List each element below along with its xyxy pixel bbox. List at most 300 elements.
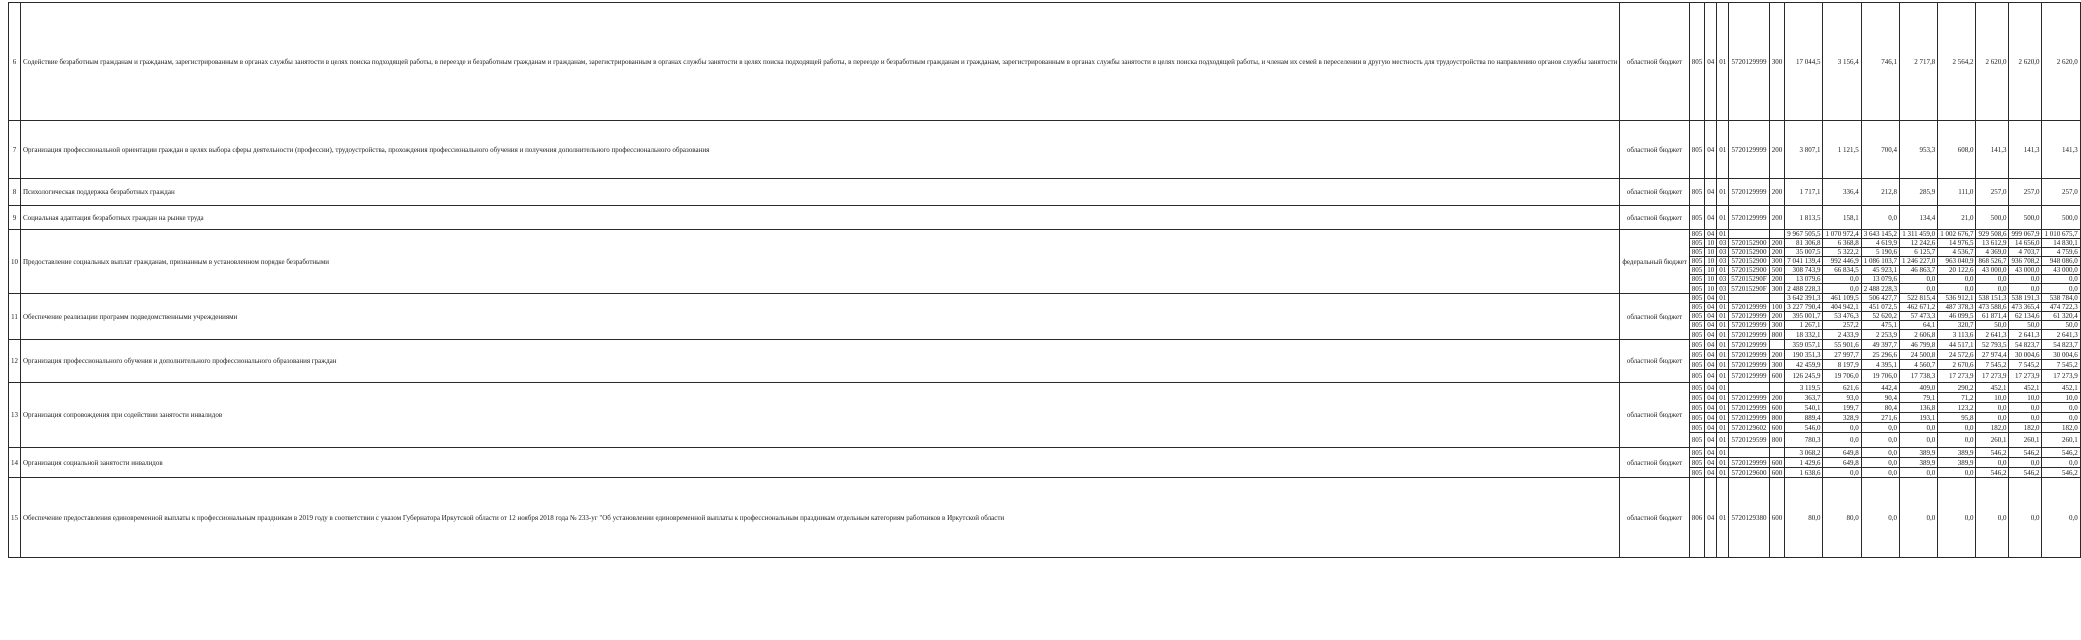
amount-year-4: 290,2 xyxy=(1938,383,1976,393)
amount-year-4: 487 378,3 xyxy=(1938,303,1976,312)
grbs-code: 805 xyxy=(1689,206,1705,230)
amount-year-6: 0,0 xyxy=(2009,478,2042,558)
amount-year-5: 17 273,9 xyxy=(1976,370,2009,383)
amount-year-1: 2 433,9 xyxy=(1823,330,1861,340)
amount-year-5: 4 369,0 xyxy=(1976,248,2009,257)
grbs-code: 805 xyxy=(1689,294,1705,303)
expense-type-code: 600 xyxy=(1769,423,1785,433)
subsection-code: 01 xyxy=(1717,350,1729,360)
section-code: 04 xyxy=(1705,433,1717,448)
amount-year-2: 506 427,7 xyxy=(1861,294,1899,303)
target-article-code xyxy=(1729,230,1769,239)
amount-year-2: 25 296,6 xyxy=(1861,350,1899,360)
amount-year-5: 7 545,2 xyxy=(1976,360,2009,370)
subsection-code: 01 xyxy=(1717,458,1729,468)
amount-year-6: 936 708,2 xyxy=(2009,257,2042,266)
amount-year-3: 0,0 xyxy=(1899,478,1937,558)
amount-year-6: 546,2 xyxy=(2009,468,2042,478)
expense-type-code: 800 xyxy=(1769,433,1785,448)
row-number: 10 xyxy=(9,230,21,294)
amount-year-1: 80,0 xyxy=(1823,478,1861,558)
amount-year-2: 0,0 xyxy=(1861,423,1899,433)
amount-year-2: 451 072,5 xyxy=(1861,303,1899,312)
target-article-code: 5720129999 xyxy=(1729,312,1769,321)
grbs-code: 805 xyxy=(1689,403,1705,413)
amount-total: 546,0 xyxy=(1785,423,1823,433)
amount-year-6: 0,0 xyxy=(2009,413,2042,423)
amount-total: 3 642 391,3 xyxy=(1785,294,1823,303)
section-code: 04 xyxy=(1705,458,1717,468)
table-row xyxy=(9,179,2081,206)
target-article-code xyxy=(1729,448,1769,458)
amount-year-4: 0,0 xyxy=(1938,468,1976,478)
target-article-code xyxy=(1729,294,1769,303)
amount-year-1: 199,7 xyxy=(1823,403,1861,413)
amount-year-3: 57 473,3 xyxy=(1899,312,1937,321)
amount-year-3: 462 671,2 xyxy=(1899,303,1937,312)
expense-type-code: 100 xyxy=(1769,303,1785,312)
amount-total: 1 429,6 xyxy=(1785,458,1823,468)
grbs-code: 805 xyxy=(1689,448,1705,458)
target-article-code: 5720129999 xyxy=(1729,360,1769,370)
amount-year-6: 10,0 xyxy=(2009,393,2042,403)
amount-year-6: 260,1 xyxy=(2009,433,2042,448)
amount-year-3: 0,0 xyxy=(1899,433,1937,448)
subsection-code: 03 xyxy=(1717,257,1729,266)
amount-year-1: 621,6 xyxy=(1823,383,1861,393)
amount-year-2: 212,8 xyxy=(1861,179,1899,206)
section-code: 04 xyxy=(1705,121,1717,179)
amount-year-5: 0,0 xyxy=(1976,284,2009,294)
grbs-code: 805 xyxy=(1689,468,1705,478)
target-article-code: 5720152900 xyxy=(1729,257,1769,266)
amount-year-2: 0,0 xyxy=(1861,206,1899,230)
amount-year-7: 0,0 xyxy=(2042,284,2080,294)
amount-year-1: 6 368,8 xyxy=(1823,239,1861,248)
amount-year-6: 257,0 xyxy=(2009,179,2042,206)
amount-year-3: 136,8 xyxy=(1899,403,1937,413)
subsection-code: 01 xyxy=(1717,433,1729,448)
section-code: 04 xyxy=(1705,423,1717,433)
subsection-code: 01 xyxy=(1717,179,1729,206)
table-row xyxy=(9,206,2081,230)
row-number: 7 xyxy=(9,121,21,179)
measure-name: Обеспечение реализации программ подведомственными учреждениями xyxy=(21,294,1620,340)
grbs-code: 805 xyxy=(1689,383,1705,393)
funding-source: областной бюджет xyxy=(1620,383,1689,448)
target-article-code: 5720129999 xyxy=(1729,350,1769,360)
amount-year-7: 260,1 xyxy=(2042,433,2080,448)
amount-year-1: 461 109,5 xyxy=(1823,294,1861,303)
funding-source: областной бюджет xyxy=(1620,448,1689,478)
grbs-code: 805 xyxy=(1689,321,1705,330)
amount-year-7: 17 273,9 xyxy=(2042,370,2080,383)
amount-year-6: 14 656,0 xyxy=(2009,239,2042,248)
target-article-code: 5720129600 xyxy=(1729,468,1769,478)
funding-source: федеральный бюджет xyxy=(1620,230,1689,294)
amount-year-2: 442,4 xyxy=(1861,383,1899,393)
amount-year-6: 999 067,9 xyxy=(2009,230,2042,239)
amount-year-2: 271,6 xyxy=(1861,413,1899,423)
amount-year-1: 19 706,0 xyxy=(1823,370,1861,383)
measure-name: Организация социальной занятости инвалидов xyxy=(21,448,1620,478)
amount-year-1: 53 476,3 xyxy=(1823,312,1861,321)
subsection-code: 01 xyxy=(1717,423,1729,433)
amount-year-3: 953,3 xyxy=(1899,121,1937,179)
amount-year-6: 141,3 xyxy=(2009,121,2042,179)
subsection-code: 01 xyxy=(1717,330,1729,340)
grbs-code: 805 xyxy=(1689,350,1705,360)
amount-year-1: 0,0 xyxy=(1823,423,1861,433)
subsection-code: 01 xyxy=(1717,321,1729,330)
amount-total: 190 351,3 xyxy=(1785,350,1823,360)
amount-year-1: 992 446,9 xyxy=(1823,257,1861,266)
amount-year-1: 158,1 xyxy=(1823,206,1861,230)
section-code: 10 xyxy=(1705,266,1717,275)
section-code: 04 xyxy=(1705,312,1717,321)
amount-year-7: 452,1 xyxy=(2042,383,2080,393)
amount-year-2: 5 190,6 xyxy=(1861,248,1899,257)
amount-year-3: 0,0 xyxy=(1899,284,1937,294)
section-code: 10 xyxy=(1705,284,1717,294)
section-code: 04 xyxy=(1705,403,1717,413)
amount-year-6: 0,0 xyxy=(2009,403,2042,413)
amount-year-3: 2 606,8 xyxy=(1899,330,1937,340)
amount-year-2: 3 643 145,2 xyxy=(1861,230,1899,239)
amount-year-6: 546,2 xyxy=(2009,448,2042,458)
amount-total: 395 001,7 xyxy=(1785,312,1823,321)
amount-year-7: 0,0 xyxy=(2042,458,2080,468)
subsection-code: 01 xyxy=(1717,393,1729,403)
table-row xyxy=(9,3,2081,121)
expense-type-code: 200 xyxy=(1769,179,1785,206)
amount-year-7: 182,0 xyxy=(2042,423,2080,433)
amount-year-5: 500,0 xyxy=(1976,206,2009,230)
expense-type-code xyxy=(1769,294,1785,303)
amount-year-4: 0,0 xyxy=(1938,423,1976,433)
amount-year-5: 61 871,4 xyxy=(1976,312,2009,321)
amount-year-3: 285,9 xyxy=(1899,179,1937,206)
amount-year-3: 1 311 459,0 xyxy=(1899,230,1937,239)
amount-year-2: 90,4 xyxy=(1861,393,1899,403)
subsection-code: 01 xyxy=(1717,121,1729,179)
amount-total: 18 332,1 xyxy=(1785,330,1823,340)
expense-type-code: 200 xyxy=(1769,350,1785,360)
expense-type-code: 500 xyxy=(1769,266,1785,275)
amount-year-3: 12 242,6 xyxy=(1899,239,1937,248)
funding-source: областной бюджет xyxy=(1620,179,1689,206)
expense-type-code: 300 xyxy=(1769,360,1785,370)
amount-year-7: 4 759,6 xyxy=(2042,248,2080,257)
amount-year-4: 0,0 xyxy=(1938,478,1976,558)
grbs-code: 806 xyxy=(1689,478,1705,558)
section-code: 04 xyxy=(1705,350,1717,360)
amount-year-7: 546,2 xyxy=(2042,468,2080,478)
amount-year-2: 4 619,9 xyxy=(1861,239,1899,248)
amount-year-4: 389,9 xyxy=(1938,458,1976,468)
amount-year-3: 522 815,4 xyxy=(1899,294,1937,303)
section-code: 04 xyxy=(1705,360,1717,370)
amount-year-2: 746,1 xyxy=(1861,3,1899,121)
amount-year-4: 2 670,6 xyxy=(1938,360,1976,370)
amount-total: 1 717,1 xyxy=(1785,179,1823,206)
amount-year-2: 475,1 xyxy=(1861,321,1899,330)
amount-year-5: 868 526,7 xyxy=(1976,257,2009,266)
amount-year-1: 0,0 xyxy=(1823,275,1861,284)
grbs-code: 805 xyxy=(1689,239,1705,248)
amount-year-1: 0,0 xyxy=(1823,433,1861,448)
row-number: 6 xyxy=(9,3,21,121)
measure-name: Содействие безработным гражданам и гражданам, зарегистрированным в органах службы занятости в целях поиска подходящей работы, в переезде и безработным гражданам и гражданам, зарегистрированным в органах службы занятости в целях поиска подходящей работы, в переезде и безработным гражданам и гражданам, зарегистрированным в органах службы занятости в целях поиска подходящей работы, и членам их семей в переселении в другую местность для трудоустройства по направлению органов службы занятости xyxy=(21,3,1620,121)
amount-year-6: 54 823,7 xyxy=(2009,340,2042,350)
funding-source: областной бюджет xyxy=(1620,478,1689,558)
amount-year-3: 409,0 xyxy=(1899,383,1937,393)
grbs-code: 805 xyxy=(1689,230,1705,239)
amount-year-4: 46 099,5 xyxy=(1938,312,1976,321)
subsection-code: 03 xyxy=(1717,284,1729,294)
amount-year-7: 0,0 xyxy=(2042,403,2080,413)
row-number: 14 xyxy=(9,448,21,478)
amount-year-4: 17 273,9 xyxy=(1938,370,1976,383)
subsection-code: 01 xyxy=(1717,206,1729,230)
amount-year-2: 0,0 xyxy=(1861,468,1899,478)
amount-year-6: 2 620,0 xyxy=(2009,3,2042,121)
section-code: 04 xyxy=(1705,448,1717,458)
table-row xyxy=(9,383,2081,393)
amount-year-5: 50,0 xyxy=(1976,321,2009,330)
amount-year-2: 13 079,6 xyxy=(1861,275,1899,284)
subsection-code: 01 xyxy=(1717,370,1729,383)
amount-year-3: 0,0 xyxy=(1899,468,1937,478)
section-code: 04 xyxy=(1705,321,1717,330)
table-row xyxy=(9,478,2081,558)
expense-type-code: 300 xyxy=(1769,3,1785,121)
amount-year-1: 1 070 972,4 xyxy=(1823,230,1861,239)
target-article-code: 5720129999 xyxy=(1729,206,1769,230)
amount-year-5: 141,3 xyxy=(1976,121,2009,179)
grbs-code: 805 xyxy=(1689,393,1705,403)
amount-year-1: 649,8 xyxy=(1823,448,1861,458)
amount-total: 9 967 505,5 xyxy=(1785,230,1823,239)
row-number: 8 xyxy=(9,179,21,206)
amount-year-4: 536 912,1 xyxy=(1938,294,1976,303)
expense-type-code: 600 xyxy=(1769,370,1785,383)
amount-year-4: 20 122,6 xyxy=(1938,266,1976,275)
target-article-code: 5720129380 xyxy=(1729,478,1769,558)
amount-year-1: 649,8 xyxy=(1823,458,1861,468)
amount-year-7: 0,0 xyxy=(2042,413,2080,423)
amount-year-5: 52 793,5 xyxy=(1976,340,2009,350)
subsection-code: 01 xyxy=(1717,312,1729,321)
amount-year-6: 473 365,4 xyxy=(2009,303,2042,312)
amount-year-3: 24 500,8 xyxy=(1899,350,1937,360)
amount-year-5: 2 641,3 xyxy=(1976,330,2009,340)
section-code: 04 xyxy=(1705,330,1717,340)
amount-year-2: 2 253,9 xyxy=(1861,330,1899,340)
document-page xyxy=(8,2,2081,558)
amount-total: 359 057,1 xyxy=(1785,340,1823,350)
amount-year-3: 193,1 xyxy=(1899,413,1937,423)
subsection-code: 01 xyxy=(1717,403,1729,413)
amount-year-3: 17 738,3 xyxy=(1899,370,1937,383)
section-code: 04 xyxy=(1705,413,1717,423)
amount-year-7: 0,0 xyxy=(2042,275,2080,284)
amount-year-6: 0,0 xyxy=(2009,458,2042,468)
table-row xyxy=(9,230,2081,239)
amount-year-4: 608,0 xyxy=(1938,121,1976,179)
grbs-code: 805 xyxy=(1689,360,1705,370)
expense-type-code: 800 xyxy=(1769,413,1785,423)
target-article-code: 5720129999 xyxy=(1729,179,1769,206)
amount-year-2: 0,0 xyxy=(1861,448,1899,458)
subsection-code: 01 xyxy=(1717,340,1729,350)
section-code: 04 xyxy=(1705,303,1717,312)
amount-year-5: 2 620,0 xyxy=(1976,3,2009,121)
amount-year-4: 0,0 xyxy=(1938,284,1976,294)
amount-year-7: 7 545,2 xyxy=(2042,360,2080,370)
amount-year-2: 45 923,1 xyxy=(1861,266,1899,275)
amount-year-4: 963 040,9 xyxy=(1938,257,1976,266)
amount-total: 780,3 xyxy=(1785,433,1823,448)
measure-name: Психологическая поддержка безработных граждан xyxy=(21,179,1620,206)
measure-name: Предоставление социальных выплат гражданам, признанным в установленном порядке безработными xyxy=(21,230,1620,294)
amount-year-1: 336,4 xyxy=(1823,179,1861,206)
amount-total: 35 007,5 xyxy=(1785,248,1823,257)
subsection-code: 03 xyxy=(1717,239,1729,248)
amount-year-5: 27 974,4 xyxy=(1976,350,2009,360)
amount-year-5: 452,1 xyxy=(1976,383,2009,393)
subsection-code: 01 xyxy=(1717,266,1729,275)
grbs-code: 805 xyxy=(1689,266,1705,275)
grbs-code: 805 xyxy=(1689,423,1705,433)
amount-year-2: 52 620,2 xyxy=(1861,312,1899,321)
section-code: 04 xyxy=(1705,294,1717,303)
funding-source: областной бюджет xyxy=(1620,3,1689,121)
amount-year-2: 0,0 xyxy=(1861,433,1899,448)
amount-year-7: 2 620,0 xyxy=(2042,3,2080,121)
amount-year-3: 46 863,7 xyxy=(1899,266,1937,275)
expense-type-code: 300 xyxy=(1769,321,1785,330)
section-code: 04 xyxy=(1705,340,1717,350)
amount-year-2: 0,0 xyxy=(1861,478,1899,558)
amount-year-3: 0,0 xyxy=(1899,423,1937,433)
target-article-code: 5720129999 xyxy=(1729,303,1769,312)
amount-year-7: 10,0 xyxy=(2042,393,2080,403)
amount-year-5: 0,0 xyxy=(1976,413,2009,423)
amount-total: 7 041 139,4 xyxy=(1785,257,1823,266)
amount-year-2: 49 397,7 xyxy=(1861,340,1899,350)
expense-type-code: 600 xyxy=(1769,458,1785,468)
amount-year-4: 0,0 xyxy=(1938,433,1976,448)
amount-year-5: 0,0 xyxy=(1976,275,2009,284)
section-code: 04 xyxy=(1705,206,1717,230)
grbs-code: 805 xyxy=(1689,413,1705,423)
amount-year-4: 71,2 xyxy=(1938,393,1976,403)
amount-year-4: 123,2 xyxy=(1938,403,1976,413)
amount-year-7: 257,0 xyxy=(2042,179,2080,206)
section-code: 04 xyxy=(1705,393,1717,403)
amount-year-1: 8 197,9 xyxy=(1823,360,1861,370)
amount-year-5: 538 151,3 xyxy=(1976,294,2009,303)
amount-total: 3 807,1 xyxy=(1785,121,1823,179)
target-article-code: 5720129999 xyxy=(1729,3,1769,121)
amount-total: 3 227 790,4 xyxy=(1785,303,1823,312)
target-article-code: 5720129999 xyxy=(1729,393,1769,403)
subsection-code: 01 xyxy=(1717,413,1729,423)
funding-source: областной бюджет xyxy=(1620,121,1689,179)
amount-year-1: 1 121,5 xyxy=(1823,121,1861,179)
amount-total: 17 044,5 xyxy=(1785,3,1823,121)
amount-year-4: 320,7 xyxy=(1938,321,1976,330)
amount-year-5: 13 612,9 xyxy=(1976,239,2009,248)
funding-source: областной бюджет xyxy=(1620,294,1689,340)
amount-year-7: 61 320,4 xyxy=(2042,312,2080,321)
amount-total: 81 306,8 xyxy=(1785,239,1823,248)
expense-type-code: 200 xyxy=(1769,275,1785,284)
target-article-code: 5720129602 xyxy=(1729,423,1769,433)
row-number: 15 xyxy=(9,478,21,558)
section-code: 10 xyxy=(1705,248,1717,257)
amount-year-3: 389,9 xyxy=(1899,448,1937,458)
section-code: 04 xyxy=(1705,468,1717,478)
amount-year-5: 10,0 xyxy=(1976,393,2009,403)
amount-total: 1 638,6 xyxy=(1785,468,1823,478)
amount-year-3: 46 799,8 xyxy=(1899,340,1937,350)
amount-year-6: 30 004,6 xyxy=(2009,350,2042,360)
amount-year-2: 4 395,1 xyxy=(1861,360,1899,370)
amount-total: 126 245,9 xyxy=(1785,370,1823,383)
amount-year-4: 4 536,7 xyxy=(1938,248,1976,257)
target-article-code: 5720129599 xyxy=(1729,433,1769,448)
amount-year-7: 538 784,0 xyxy=(2042,294,2080,303)
amount-year-1: 27 997,7 xyxy=(1823,350,1861,360)
table-row xyxy=(9,121,2081,179)
amount-year-5: 182,0 xyxy=(1976,423,2009,433)
amount-year-5: 0,0 xyxy=(1976,458,2009,468)
amount-year-7: 546,2 xyxy=(2042,448,2080,458)
amount-year-5: 0,0 xyxy=(1976,403,2009,413)
amount-year-3: 134,4 xyxy=(1899,206,1937,230)
amount-year-6: 452,1 xyxy=(2009,383,2042,393)
amount-year-3: 1 246 227,0 xyxy=(1899,257,1937,266)
amount-year-1: 257,2 xyxy=(1823,321,1861,330)
amount-year-6: 17 273,9 xyxy=(2009,370,2042,383)
amount-total: 3 068,2 xyxy=(1785,448,1823,458)
subsection-code: 01 xyxy=(1717,3,1729,121)
target-article-code: 572015290F xyxy=(1729,284,1769,294)
grbs-code: 805 xyxy=(1689,340,1705,350)
section-code: 10 xyxy=(1705,239,1717,248)
expense-type-code: 600 xyxy=(1769,468,1785,478)
amount-year-1: 66 834,5 xyxy=(1823,266,1861,275)
expense-type-code: 600 xyxy=(1769,478,1785,558)
amount-total: 2 488 228,3 xyxy=(1785,284,1823,294)
section-code: 04 xyxy=(1705,383,1717,393)
amount-year-3: 64,1 xyxy=(1899,321,1937,330)
amount-year-5: 43 000,0 xyxy=(1976,266,2009,275)
amount-year-4: 0,0 xyxy=(1938,275,1976,284)
target-article-code: 5720129999 xyxy=(1729,413,1769,423)
amount-total: 1 813,5 xyxy=(1785,206,1823,230)
amount-year-7: 43 000,0 xyxy=(2042,266,2080,275)
amount-year-7: 474 722,3 xyxy=(2042,303,2080,312)
expense-type-code xyxy=(1769,383,1785,393)
subsection-code: 01 xyxy=(1717,383,1729,393)
amount-year-7: 500,0 xyxy=(2042,206,2080,230)
amount-year-4: 3 113,6 xyxy=(1938,330,1976,340)
measure-name: Организация сопровождения при содействии занятости инвалидов xyxy=(21,383,1620,448)
grbs-code: 805 xyxy=(1689,458,1705,468)
